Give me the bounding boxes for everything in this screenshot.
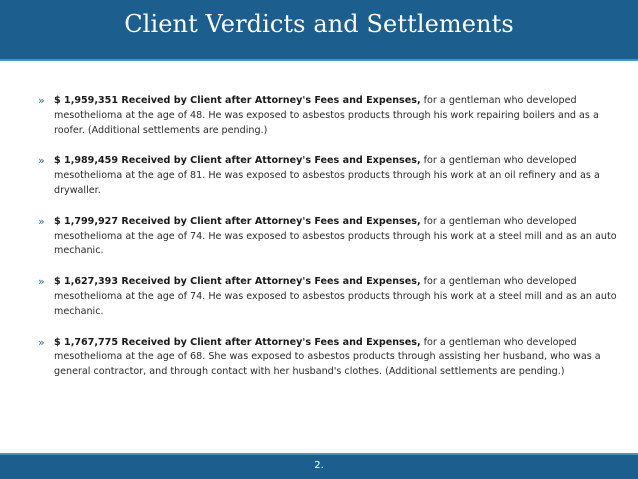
settlement-amount: $ 1,959,351 Received by Client after Attorney's Fees and Expenses, [54, 95, 421, 106]
settlement-description: for a gentleman who developed mesothelioma at the age of 74. He was exposed to asbestos products through his work at a steel mill and as an auto mechanic. [54, 215, 617, 257]
list-item [38, 215, 618, 259]
slide-title: Client Verdicts and Settlements [124, 10, 514, 38]
settlement-amount: $ 1,767,775 Received by Client after Attorney's Fees and Expenses, [54, 336, 421, 348]
chevron-right-icon: » [38, 275, 45, 289]
header-accent-line [0, 59, 638, 61]
settlement-description: for a gentleman who developed mesothelioma at the age of 68. She was exposed to asbestos products through assisting her husband, who was a general contractor, and through contact with her husband's clothes. (Additional settlements are pending.) [54, 336, 601, 378]
list-item [38, 275, 618, 319]
settlement-amount: $ 1,989,459 Received by Client after Attorney's Fees and Expenses, [54, 155, 421, 167]
settlement-description: for a gentleman who developed mesothelioma at the age of 48. He was exposed to asbestos products through his work repairing boilers and as a roofer. (Additional settlements are pending.) [54, 95, 599, 136]
list-item [38, 154, 618, 198]
settlement-description: for a gentleman who developed mesothelioma at the age of 74. He was exposed to asbestos products through his work at a steel mill and as an auto mechanic. [54, 276, 617, 317]
page-number: 2. [314, 460, 324, 471]
settlement-amount: $ 1,799,927 Received by Client after Attorney's Fees and Expenses, [54, 215, 421, 227]
chevron-right-icon: » [38, 154, 45, 168]
list-item [38, 336, 618, 380]
chevron-right-icon: » [38, 335, 45, 349]
settlement-amount: $ 1,627,393 Received by Client after Attorney's Fees and Expenses, [54, 276, 421, 288]
settlement-list [38, 94, 618, 396]
chevron-right-icon: » [38, 94, 45, 107]
chevron-right-icon: » [38, 214, 45, 228]
settlement-description: for a gentleman who developed mesothelioma at the age of 81. He was exposed to asbestos products through his work at an oil refinery and as a drywaller. [54, 155, 600, 196]
list-item [38, 94, 618, 138]
